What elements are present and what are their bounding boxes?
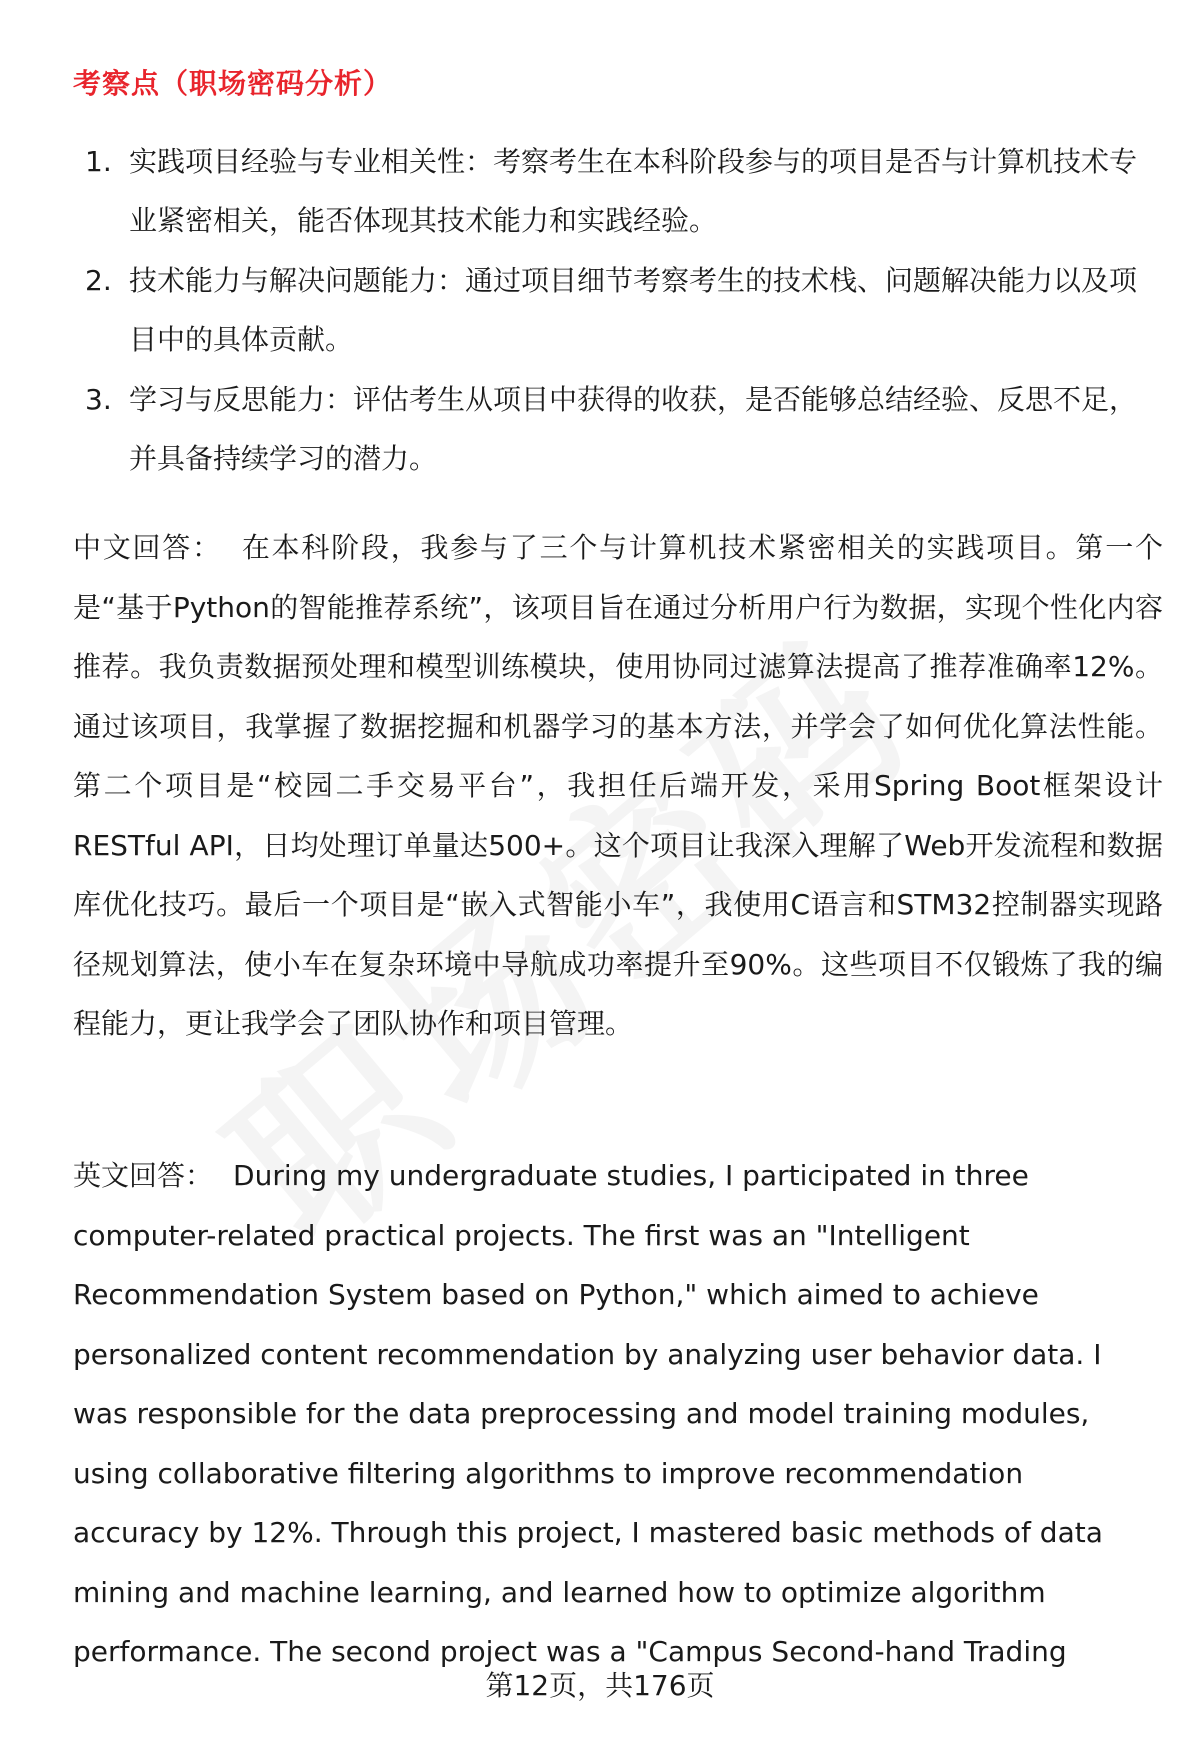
assessment-points-list (73, 132, 1153, 489)
page-number: 第12页，共176页 (485, 1669, 715, 1702)
list-item-text: 技术能力与解决问题能力：通过项目细节考察考生的技术栈、问题解决能力以及项目中的具体贡献。 (129, 264, 1138, 356)
english-answer-text: During my undergraduate studies, I participated in three computer-related practical projects. The first was an "Intelligent Recommendation System based on Python," which aimed to achieve personalized content recommendation by analyzing user behavior data. I was responsible for the data preprocessing and model training modules, using collaborative filtering algorithms to improve recommendation accuracy by 12%. Through this project, I mastered basic methods of data mining and machine learning, and learned how to optimize algorithm performance. The second project was a "Campus Second-hand Trading (73, 1159, 1103, 1668)
list-item (73, 370, 1153, 488)
list-item-number: 2. (85, 264, 112, 297)
page-footer (0, 1664, 1200, 1704)
chinese-answer-label: 中文回答： (73, 531, 222, 564)
list-item (73, 132, 1153, 250)
list-item-text: 实践项目经验与专业相关性：考察考生在本科阶段参与的项目是否与计算机技术专业紧密相关，能否体现其技术能力和实践经验。 (129, 145, 1138, 237)
english-answer-paragraph (73, 1146, 1153, 1682)
list-item-text: 学习与反思能力：评估考生从项目中获得的收获，是否能够总结经验、反思不足，并具备持续学习的潜力。 (129, 383, 1138, 475)
english-answer-label: 英文回答： (73, 1159, 214, 1192)
chinese-answer-text: 在本科阶段，我参与了三个与计算机技术紧密相关的实践项目。第一个是“基于Python的智能推荐系统”，该项目旨在通过分析用户行为数据，实现个性化内容推荐。我负责数据预处理和模型训练模块，使用协同过滤算法提高了推荐准确率12%。通过该项目，我掌握了数据挖掘和机器学习的基本方法，并学会了如何优化算法性能。第二个项目是“校园二手交易平台”，我担任后端开发，采用Spring Boot框架设计RESTful API，日均处理订单量达500+。这个项目让我深入理解了Web开发流程和数据库优化技巧。最后一个项目是“嵌入式智能小车”，我使用C语言和STM32控制器实现路径规划算法，使小车在复杂环境中导航成功率提升至90%。这些项目不仅锻炼了我的编程能力，更让我学会了团队协作和项目管理。 (73, 531, 1163, 1040)
list-item-number: 3. (85, 383, 112, 416)
list-item-number: 1. (85, 145, 112, 178)
list-item (73, 251, 1153, 369)
section-heading: 考察点（职场密码分析） (73, 67, 393, 100)
chinese-answer-paragraph (73, 518, 1163, 1054)
